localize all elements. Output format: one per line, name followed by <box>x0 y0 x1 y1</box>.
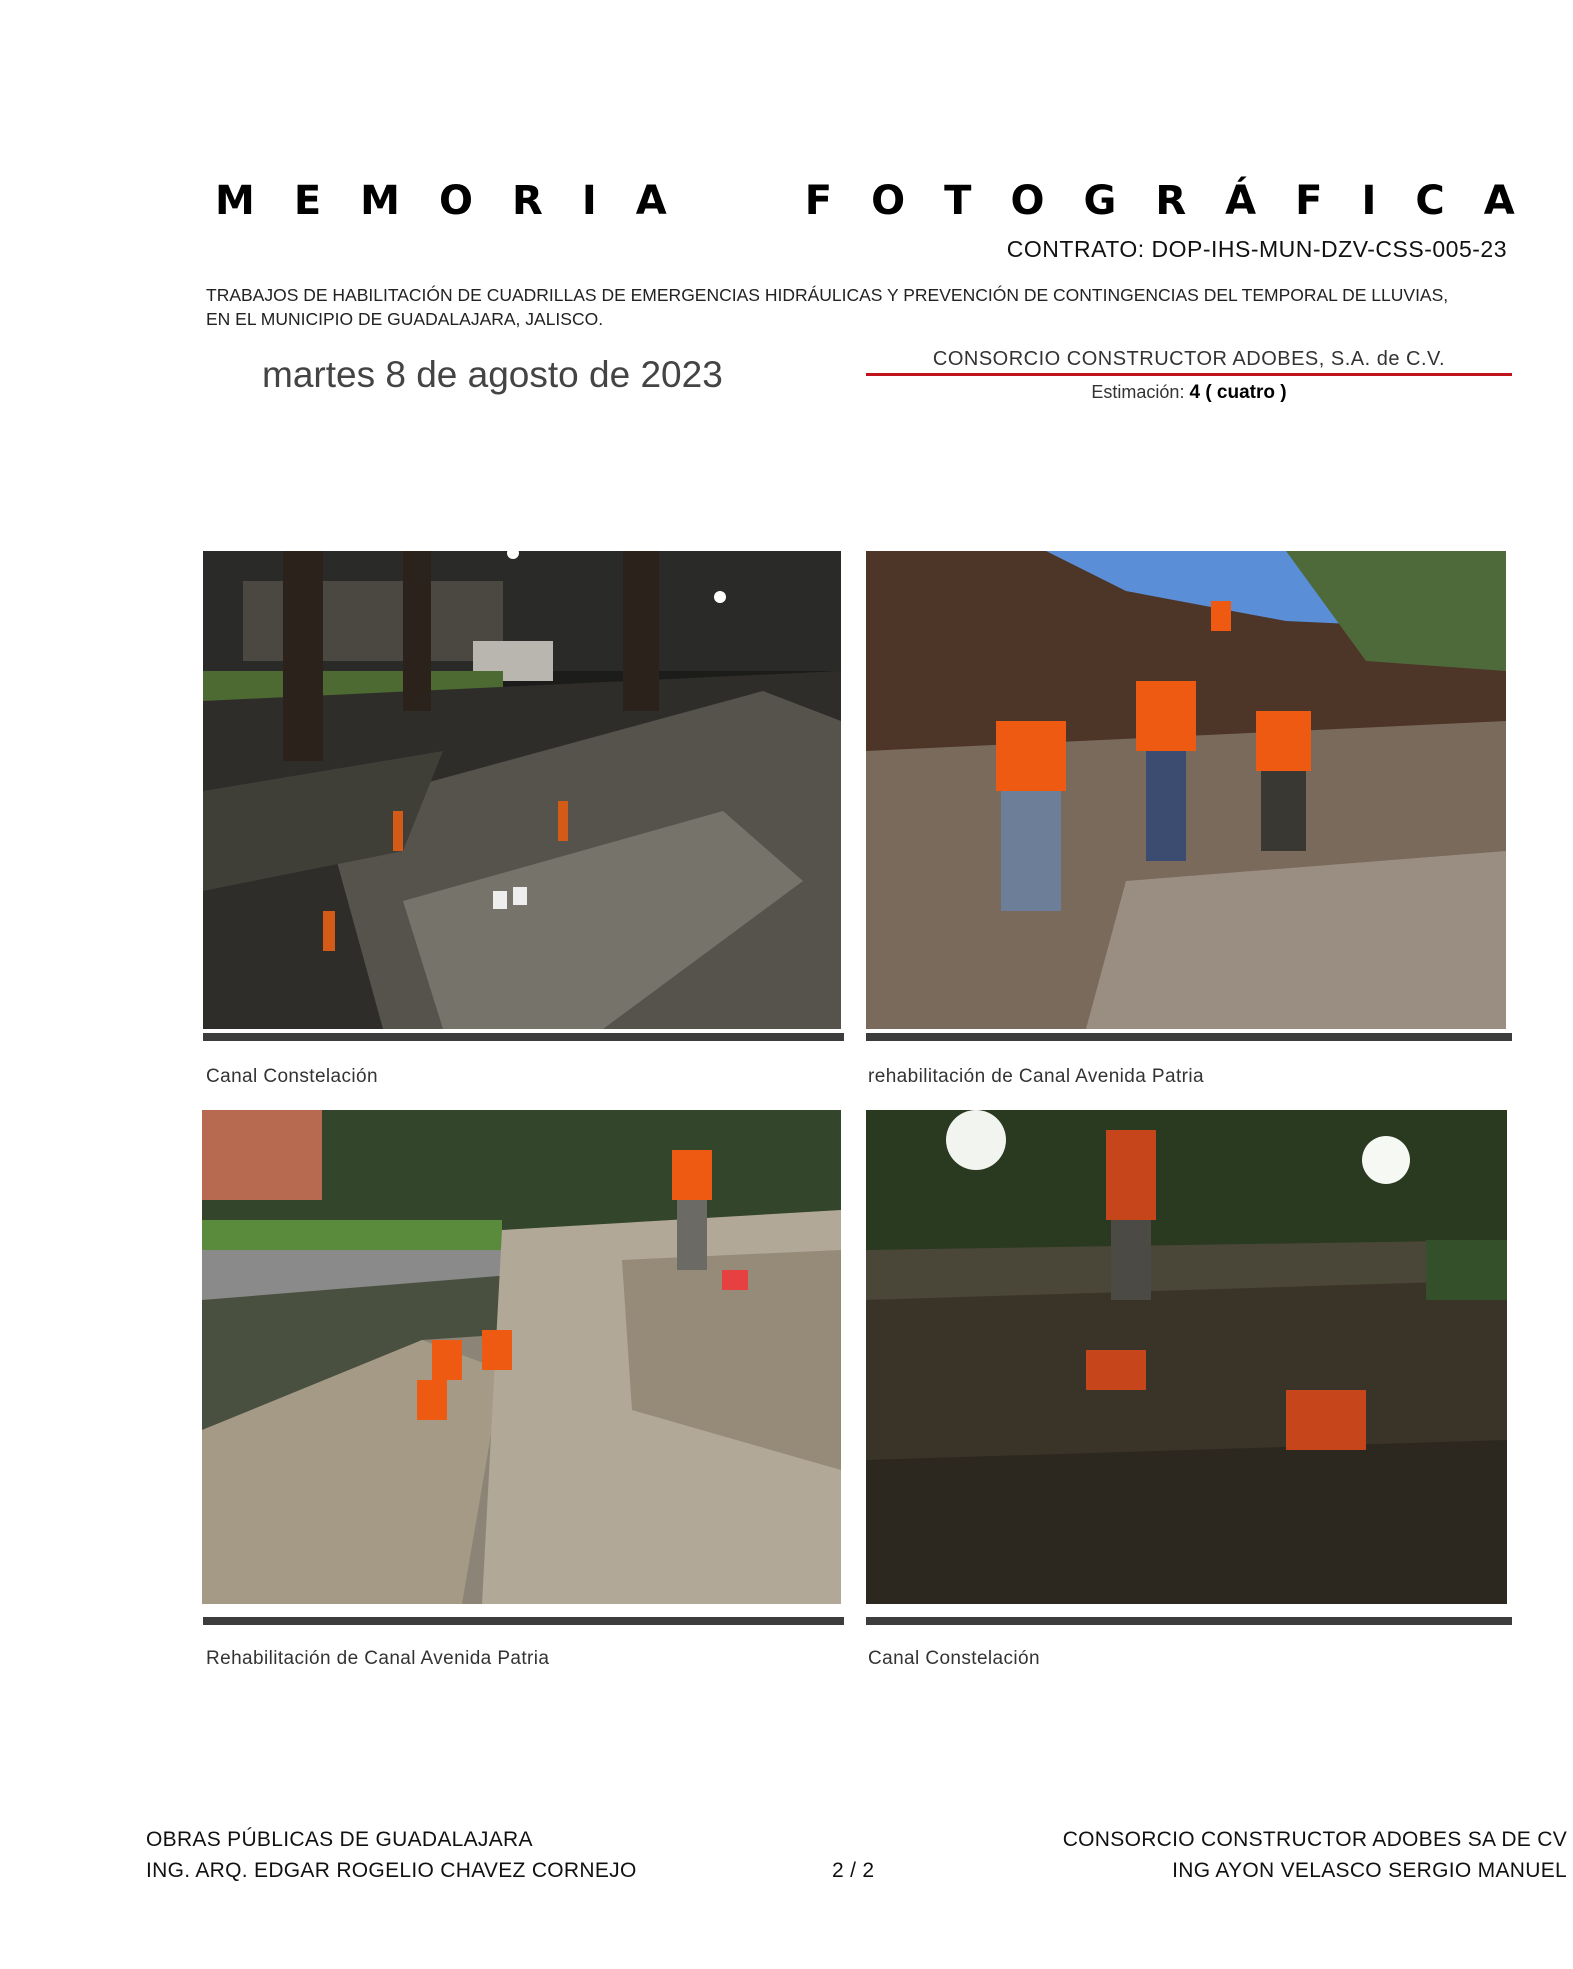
title-letter: Á <box>1225 178 1257 224</box>
title-letter: O <box>439 178 474 224</box>
title-letter: C <box>1415 178 1445 224</box>
title-letter: T <box>944 178 972 224</box>
photo-caption-bar <box>203 1617 844 1625</box>
photo-canal-constelacion-night <box>203 551 841 1029</box>
title-letter: A <box>1483 178 1515 224</box>
title-letter: G <box>1083 178 1117 224</box>
estimate-label: Estimación: <box>1091 382 1185 402</box>
photo-caption-bar <box>866 1617 1512 1625</box>
title-letter: R <box>1155 178 1187 224</box>
photo-canal-constelacion-work <box>866 1110 1507 1604</box>
footer-signer: ING. ARQ. EDGAR ROGELIO CHAVEZ CORNEJO <box>146 1859 637 1882</box>
description-line: TRABAJOS DE HABILITACIÓN DE CUADRILLAS DE EMERGENCIAS HIDRÁULICAS Y PREVENCIÓN DE CONTINGENCIAS DEL TEMPORAL DE LLUVIAS, <box>206 285 1449 305</box>
footer-company: CONSORCIO CONSTRUCTOR ADOBES SA DE CV <box>1062 1828 1567 1851</box>
estimate-value: 4 ( cuatro ) <box>1189 382 1287 403</box>
title-letter: F <box>1295 178 1323 224</box>
title-letter: F <box>804 178 833 224</box>
estimate-line <box>866 382 1512 404</box>
title-letter: M <box>360 178 400 224</box>
contract-number: CONTRATO: DOP-IHS-MUN-DZV-CSS-005-23 <box>1006 236 1507 262</box>
title-letter: I <box>581 178 597 224</box>
company-name: CONSORCIO CONSTRUCTOR ADOBES, S.A. de C.V. <box>932 348 1446 370</box>
description-line: EN EL MUNICIPIO DE GUADALAJARA, JALISCO. <box>206 309 604 329</box>
footer-org: OBRAS PÚBLICAS DE GUADALAJARA <box>146 1828 533 1851</box>
title-letter: R <box>512 178 543 224</box>
footer-right <box>1063 1824 1567 1886</box>
title-letter: M <box>215 178 255 224</box>
footer-signer: ING AYON VELASCO SERGIO MANUEL <box>1172 1859 1567 1882</box>
report-date: martes 8 de agosto de 2023 <box>262 354 723 395</box>
title-gap <box>706 178 766 224</box>
footer-left <box>146 1824 637 1886</box>
photo-caption-bar <box>866 1033 1512 1041</box>
title-letter: A <box>635 178 667 224</box>
accent-divider <box>866 373 1512 376</box>
photo-caption: rehabilitación de Canal Avenida Patria <box>868 1066 1204 1087</box>
page-number: 2 / 2 <box>832 1859 875 1882</box>
page-title <box>215 178 1515 224</box>
title-letter: O <box>1010 178 1045 224</box>
project-description <box>206 283 1510 331</box>
photo-avenida-patria-excavation <box>866 551 1506 1029</box>
title-letter: E <box>293 178 322 224</box>
photo-caption: Rehabilitación de Canal Avenida Patria <box>206 1648 550 1669</box>
photo-caption: Canal Constelación <box>206 1066 378 1087</box>
photo-caption: Canal Constelación <box>868 1648 1040 1669</box>
title-letter: O <box>871 178 906 224</box>
photo-caption-bar <box>203 1033 844 1041</box>
title-letter: I <box>1361 178 1377 224</box>
photo-avenida-patria-canal <box>202 1110 841 1604</box>
